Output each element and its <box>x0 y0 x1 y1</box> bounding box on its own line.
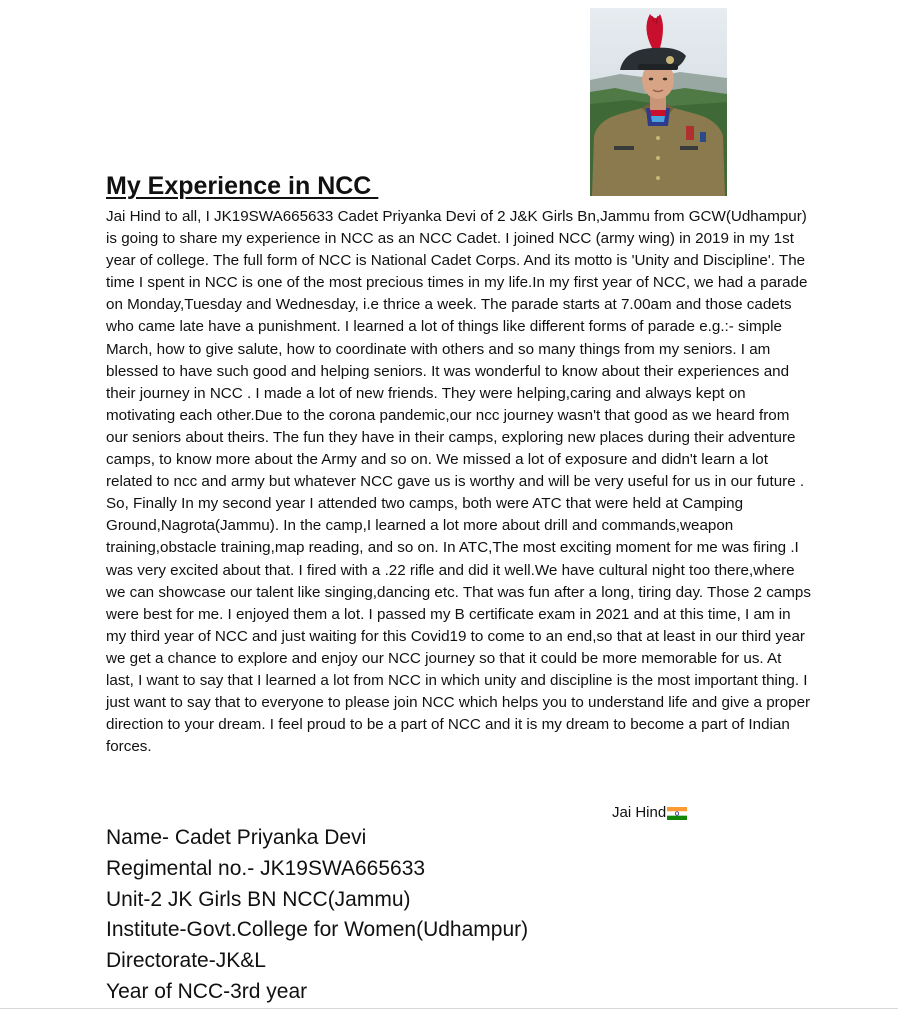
experience-paragraph: Jai Hind to all, I JK19SWA665633 Cadet Priyanka Devi of 2 J&K Girls Bn,Jammu from GCW(Udhampur) is going to share my experience in NCC as an NCC Cadet. I joined NCC (army wing) in 2019 in my 1st year of college. The full form of NCC is National Cadet Corps. And its motto is 'Unity and Discipline'. The time I spent in NCC is one of the most precious times in my life.In my first year of NCC, we had a parade on Monday,Tuesday and Wednesday, i.e thrice a week. The parade starts at 7.00am and those cadets who came late have a punishment. I learned a lot of things like different forms of parade e.g.:- simple March, how to give salute, how to coordinate with others and so many things from my seniors. I am blessed to have such good and helping seniors. It was wonderful to know about their experiences and their journey in NCC . I made a lot of new friends. They were helping,caring and always kept on motivating each other.Due to the corona pandemic,our ncc journey wasn't that good as we heard from our seniors about theirs. The fun they have in their camps, exploring new places during their adventure camps, to know more about the Army and so on. We missed a lot of exposure and didn't learn a lot related to ncc and army but whatever NCC gave us is worthy and will be very useful for us in our future . So, Finally In my second year I attended two camps, both were ATC that were held at Camping Ground,Nagrota(Jammu). In the camp,I learned a lot more about drill and commands,weapon training,obstacle training,map reading, and so on. In ATC,The most exciting moment for me was firing .I was very excited about that. I fired with a .22 rifle and did it well.We have cultural night too there,where we can showcase our talent like singing,dancing etc. That was fun after a long, tiring day. Those 2 camps were best for me. I enjoyed them a lot. I passed my B certificate exam in 2021 and at this time, I am in my third year of NCC and just waiting for this Covid19 to come to an end,so that at least in our third year we get a chance to explore and enjoy our NCC journey so that it could be more memorable for us. At last, I want to say that I learned a lot from NCC in which unity and discipline is the most important thing. I just want to say that to everyone to please join NCC which helps you to understand life and give a proper direction to your dream. I feel proud to be a part of NCC and it is my dream to become a part of Indian forces. <box>106 208 811 756</box>
india-flag-icon <box>667 807 687 820</box>
directorate: Directorate-JK&L <box>106 949 266 973</box>
sign-off <box>612 802 687 824</box>
cadet-details-list <box>106 823 528 1008</box>
cadet-photo <box>590 8 727 196</box>
page-title: My Experience in NCC <box>106 172 379 200</box>
page-divider <box>0 1008 898 1009</box>
unit: Unit-2 JK Girls BN NCC(Jammu) <box>106 887 411 911</box>
cadet-portrait-photo <box>590 8 727 196</box>
institute: Institute-Govt.College for Women(Udhampur) <box>106 918 529 942</box>
regimental-number: Regimental no.- JK19SWA665633 <box>106 856 426 880</box>
cadet-name: Name- Cadet Priyanka Devi <box>106 826 367 849</box>
year-of-ncc: Year of NCC-3rd year <box>106 979 308 1003</box>
sign-off-text: Jai Hind <box>612 804 667 821</box>
